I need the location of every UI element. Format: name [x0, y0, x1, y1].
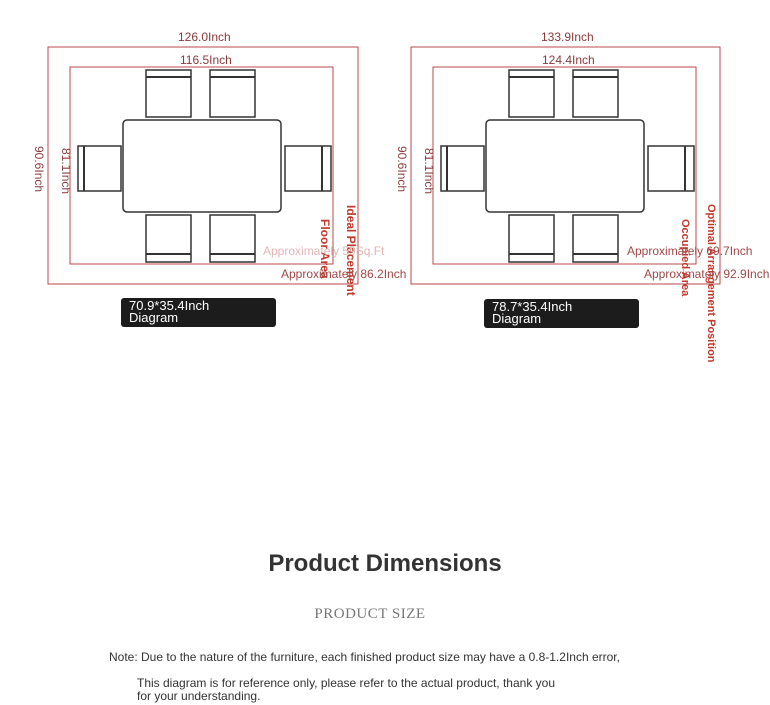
- table-size-text: 78.7*35.4Inch: [492, 299, 573, 314]
- area-label: Occupied Area: [679, 219, 691, 297]
- inner-area-rect: [433, 67, 696, 264]
- inner-depth-label: 81.1Inch: [59, 148, 73, 195]
- approx-size: Approximately 86.2Inch: [281, 267, 407, 281]
- inner-width-label: 124.4Inch: [542, 53, 595, 67]
- outer-width-label: 126.0Inch: [178, 30, 231, 44]
- area-label: Floor Area: [318, 219, 332, 279]
- page-subtitle: PRODUCT SIZE: [314, 606, 426, 622]
- chair-bottom-right: [573, 215, 618, 262]
- chair-right: [648, 146, 694, 191]
- table-caption-text: Diagram: [129, 310, 179, 325]
- outer-depth-label: 90.6Inch: [395, 146, 409, 193]
- note-line-3: for your understanding.: [137, 689, 261, 703]
- approx-area: Approximately 69.7Inch: [627, 244, 753, 258]
- chair-top-right: [573, 70, 618, 117]
- table-size-text: 70.9*35.4Inch: [129, 298, 210, 313]
- chair-top-left: [509, 70, 554, 117]
- approx-size: Approximately 92.9Inch: [644, 267, 770, 281]
- outer-depth-label: 90.6Inch: [32, 146, 46, 193]
- inner-width-label: 116.5Inch: [180, 53, 232, 67]
- outer-width-label: 133.9Inch: [541, 30, 594, 44]
- table-size-box: [484, 299, 639, 328]
- table-caption-text: Diagram: [492, 311, 542, 326]
- chair-bottom-left: [509, 215, 554, 262]
- placement-label: Optimal Arrangement Position: [705, 204, 717, 363]
- note-line-1: Note: Due to the nature of the furniture, each finished product size may have a 0.8-1.2Inch error,: [109, 650, 620, 664]
- page-title: Product Dimensions: [268, 550, 502, 577]
- approx-area: Approximately 59Sq.Ft: [263, 244, 385, 258]
- table-size-box: [121, 298, 276, 327]
- note-line-2: This diagram is for reference only, please refer to the actual product, thank you: [137, 676, 555, 690]
- table-top: [486, 120, 644, 212]
- chair-left: [441, 146, 484, 191]
- placement-label: Ideal Placement: [344, 205, 358, 296]
- inner-depth-label: 81.1Inch: [422, 148, 436, 195]
